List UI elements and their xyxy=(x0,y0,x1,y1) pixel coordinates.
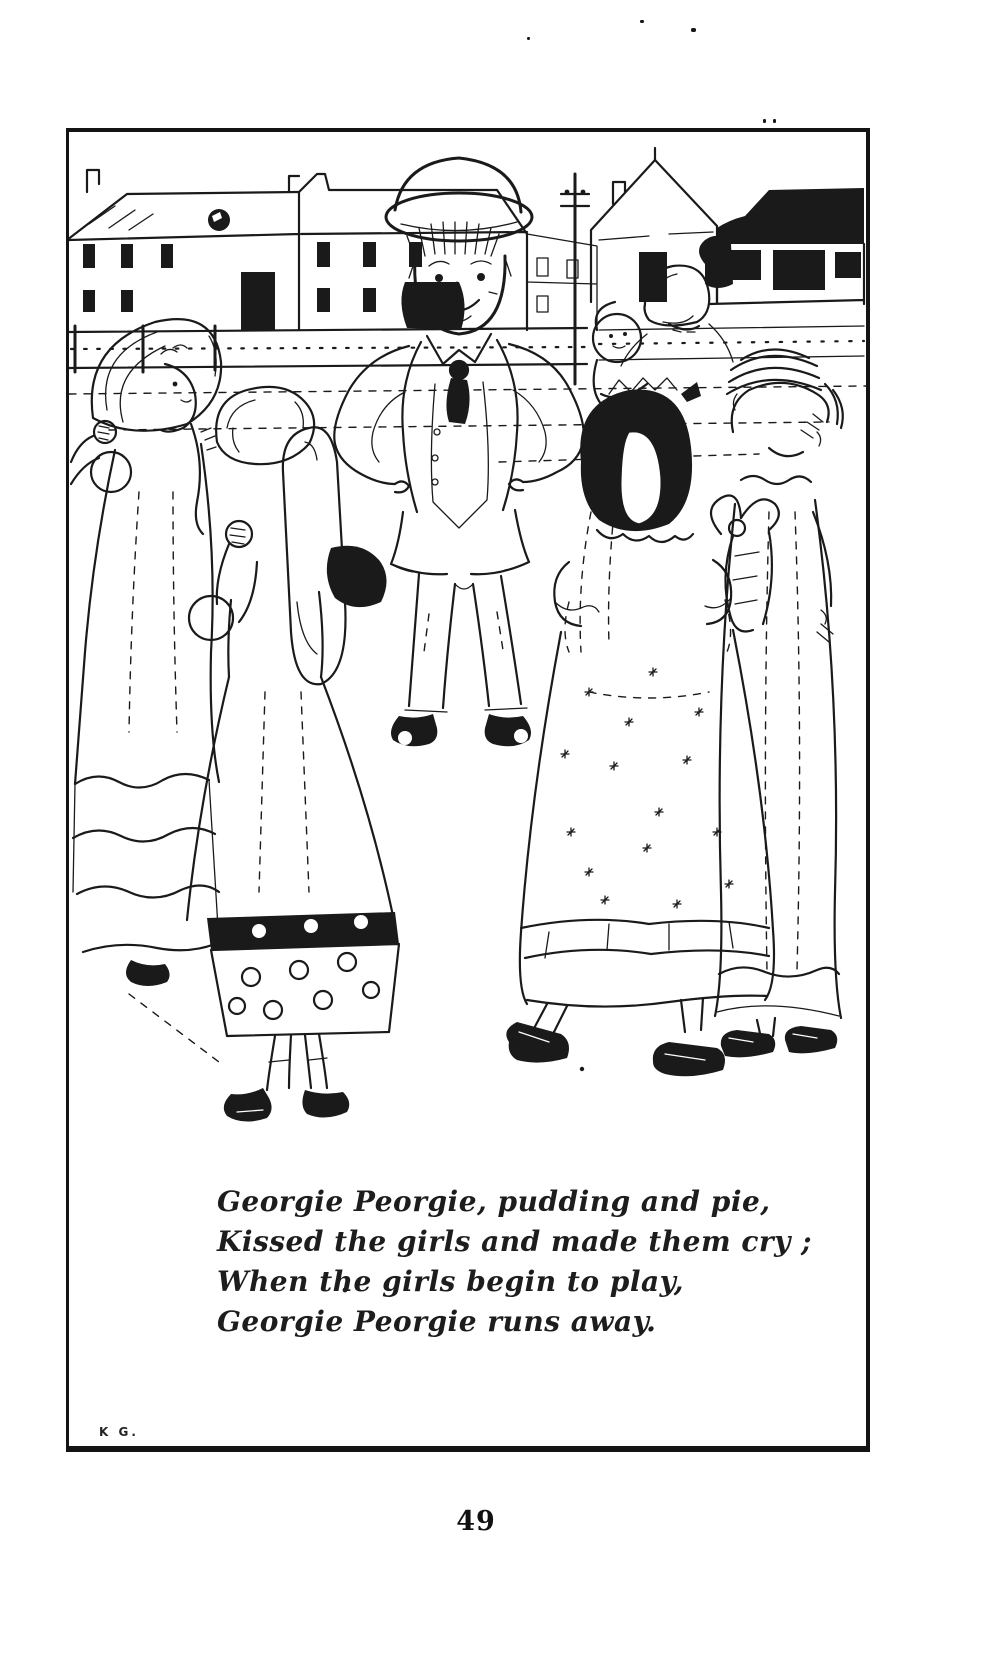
girl-back-center xyxy=(506,378,774,1076)
verse-line-2: Kissed the girls and made them cry ; xyxy=(217,1225,812,1258)
page-number: 49 xyxy=(456,1506,496,1537)
verse-line-3: When the girls begin to play, xyxy=(217,1265,684,1298)
illustration-frame xyxy=(66,128,870,1452)
verse-block xyxy=(217,1182,817,1342)
street xyxy=(69,386,866,1062)
verse-line-1: Georgie Peorgie, pudding and pie, xyxy=(217,1185,771,1218)
ink-speck xyxy=(640,20,644,23)
girl-crying-center xyxy=(187,387,399,1122)
ink-speck xyxy=(763,119,766,123)
houses-right xyxy=(561,148,864,384)
ink-speck xyxy=(527,37,530,40)
ink-speck xyxy=(773,119,776,123)
ink-speck xyxy=(691,28,696,32)
girl-bonnet-left xyxy=(73,319,221,986)
verse-line-4: Georgie Peorgie runs away. xyxy=(217,1305,657,1338)
artist-signature: K G. xyxy=(99,1425,139,1439)
